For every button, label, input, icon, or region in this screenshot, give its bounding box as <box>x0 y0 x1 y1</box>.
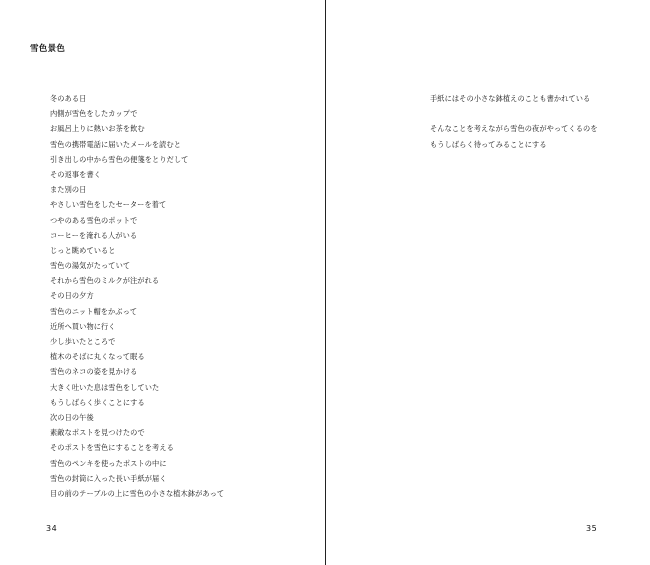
text-line: 近所へ買い物に行く <box>50 321 116 331</box>
page-number-right: 35 <box>586 524 598 533</box>
text-line: やさしい雪色をしたセーターを着て <box>50 200 167 210</box>
text-line: また別の日 <box>50 185 87 195</box>
poem-title: 雪色景色 <box>30 44 66 54</box>
text-line: じっと眺めていると <box>50 245 116 255</box>
text-line: 引き出しの中から雪色の便箋をとりだして <box>50 154 189 164</box>
text-line: その返事を書く <box>50 169 102 179</box>
text-line: 雪色のニット帽をかぶって <box>50 306 138 316</box>
text-line: もうしばらく歩くことにする <box>50 397 145 407</box>
blank-line <box>430 106 598 121</box>
text-line: 植木のそばに丸くなって眠る <box>50 352 145 362</box>
right-page <box>326 0 650 565</box>
text-line: そんなことを考えながら雪色の夜がやってくるのを <box>430 124 598 134</box>
text-line: 次の日の午後 <box>50 412 94 422</box>
text-line: 手紙にはその小さな鉢植えのことも書かれている <box>430 94 591 103</box>
text-line: 冬のある日 <box>50 94 87 103</box>
text-line: 雪色のネコの姿を見かける <box>50 367 138 377</box>
text-line: そのポストを雪色にすることを考える <box>50 443 174 453</box>
text-line: 雪色の湯気がたっていて <box>50 261 131 271</box>
text-line: 雪色のペンキを使ったポストの中に <box>50 458 167 468</box>
text-line: つやのある雪色のポットで <box>50 215 138 225</box>
text-line: お風呂上りに熱いお茶を飲む <box>50 124 145 134</box>
text-line: 大きく吐いた息は雪色をしていた <box>50 382 160 392</box>
text-line: それから雪色のミルクが注がれる <box>50 276 160 286</box>
text-line: 雪色の封筒に入った長い手紙が届く <box>50 473 167 483</box>
right-page-text <box>430 91 598 152</box>
text-line: 目の前のテーブルの上に雪色の小さな植木鉢があって <box>50 488 225 498</box>
text-line: 雪色の携帯電話に届いたメールを読むと <box>50 139 182 149</box>
text-line: その日の夕方 <box>50 291 94 301</box>
text-line: コーヒーを淹れる人がいる <box>50 230 138 240</box>
left-page-text <box>50 91 224 501</box>
text-line: 内側が雪色をしたカップで <box>50 109 138 119</box>
text-line: 少し歩いたところで <box>50 337 116 346</box>
text-line: もうしばらく待ってみることにする <box>430 139 547 149</box>
text-line: 素敵なポストを見つけたので <box>50 428 145 438</box>
page-number-left: 34 <box>46 524 58 533</box>
